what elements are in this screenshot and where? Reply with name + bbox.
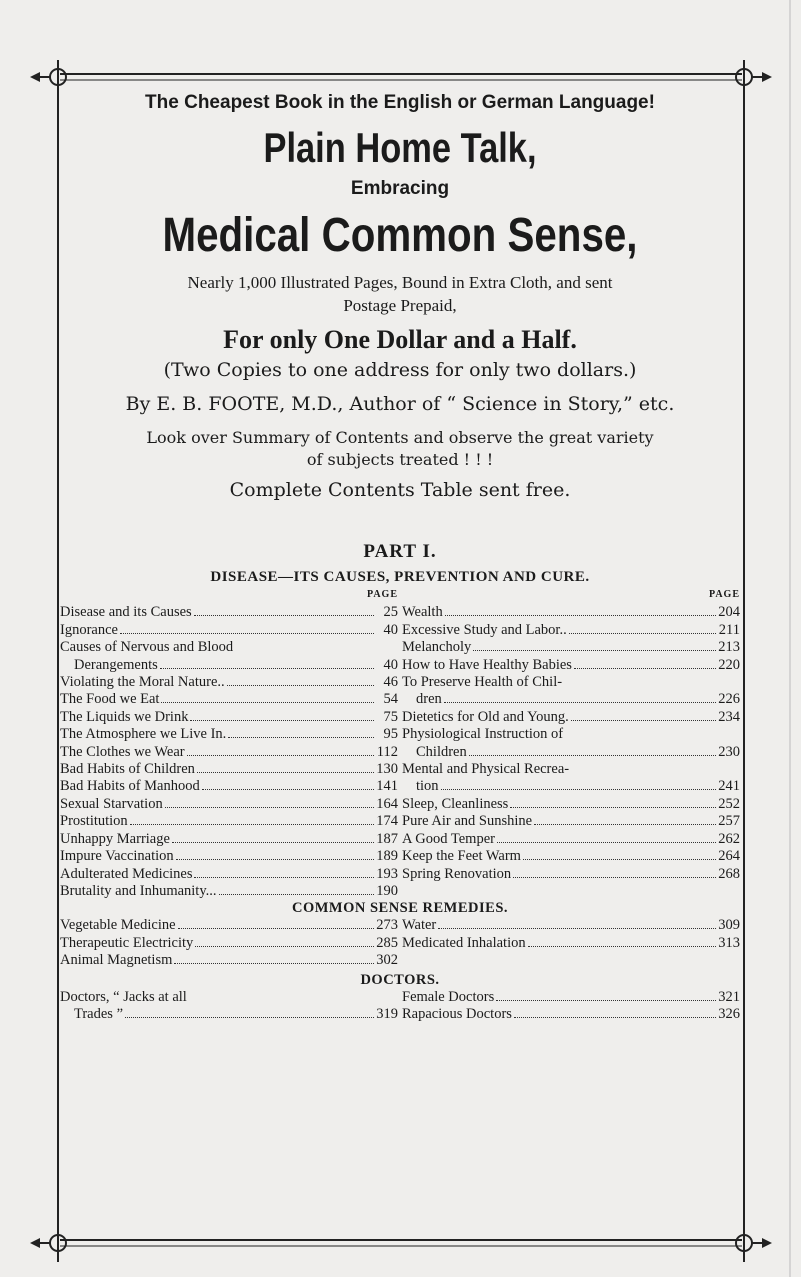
entry-title: Ignorance [60, 621, 118, 638]
contents-entry [402, 761, 740, 778]
entry-title: Vegetable Medicine [60, 917, 176, 934]
leader-dots [445, 614, 716, 616]
entry-title: Impure Vaccination [60, 848, 174, 865]
contents-entry [60, 796, 398, 813]
entry-page-number: 220 [718, 656, 740, 673]
contents-entry [60, 935, 398, 952]
entry-page-number: 230 [718, 743, 740, 760]
leader-dots [202, 788, 374, 790]
leader-dots [510, 806, 716, 808]
contents-entry [60, 778, 398, 795]
entry-page-number: 193 [376, 865, 398, 882]
leader-dots [574, 667, 716, 669]
entry-page-number: 268 [718, 865, 740, 882]
entry-page-number: 164 [376, 795, 398, 812]
leader-dots [194, 876, 374, 878]
contents-entry [60, 883, 398, 900]
contents-entry [60, 744, 398, 761]
leader-dots [438, 927, 716, 929]
contents-entry [60, 866, 398, 883]
entry-title: The Liquids we Drink [60, 708, 189, 725]
entry-title: Children [416, 743, 467, 760]
contents-entry [402, 989, 740, 1006]
entry-title: A Good Temper [402, 830, 495, 847]
leader-dots [513, 876, 716, 878]
leader-dots [571, 719, 716, 721]
contents-entry [402, 866, 740, 883]
entry-page-number: 313 [718, 934, 740, 951]
leader-dots [174, 962, 374, 964]
entry-page-number: 213 [718, 639, 740, 656]
entry-page-number: 302 [376, 952, 398, 969]
description-line-1: Nearly 1,000 Illustrated Pages, Bound in Extra Cloth, and sent [187, 273, 613, 292]
lookover-text [60, 427, 740, 471]
entry-page-number: 262 [718, 830, 740, 847]
entry-title: Violating the Moral Nature.. [60, 674, 225, 691]
contents-entry [60, 674, 398, 691]
entry-title: Wealth [402, 604, 443, 621]
leader-dots [523, 858, 716, 860]
entry-title: Bad Habits of Manhood [60, 778, 200, 795]
leader-dots [497, 841, 716, 843]
book-subtitle: Medical Common Sense, [162, 209, 638, 262]
leader-dots [197, 771, 374, 773]
entry-page-number: 174 [376, 813, 398, 830]
leader-dots [176, 858, 374, 860]
entry-page-number: 309 [718, 917, 740, 934]
entry-title: Melancholy [402, 639, 472, 656]
entry-title: Pure Air and Sunshine [402, 813, 533, 830]
contents-entry [402, 1006, 740, 1023]
leader-dots [130, 823, 374, 825]
entry-title: Spring Renovation [402, 865, 512, 882]
entry-title: Bad Habits of Children [60, 761, 195, 778]
book-title: Plain Home Talk, [263, 124, 537, 171]
contents-entry [402, 848, 740, 865]
entry-title: Female Doctors [402, 988, 495, 1005]
entry-title: Physiological Instruction of [402, 726, 564, 743]
contents-entry [60, 989, 398, 1006]
entry-title: The Food we Eat [60, 691, 160, 708]
contents-entry [60, 831, 398, 848]
entry-title: Medicated Inhalation [402, 934, 526, 951]
entry-title: Brutality and Inhumanity... [60, 882, 217, 899]
contents-entry [60, 1006, 398, 1023]
entry-page-number: 95 [383, 726, 398, 743]
entry-page-number: 211 [718, 621, 740, 638]
remedies-right-column [402, 917, 740, 969]
lookover-line-1: Look over Summary of Contents and observe the great variety [146, 428, 654, 447]
leader-dots [125, 1016, 374, 1018]
contents-entry [402, 726, 740, 743]
entry-page-number: 241 [718, 778, 740, 795]
entry-title: Disease and its Causes [60, 604, 192, 621]
complete-contents-note: Complete Contents Table sent free. [229, 479, 571, 501]
entry-title: Adulterated Medicines [60, 865, 193, 882]
entry-page-number: 190 [376, 882, 398, 899]
contents-entry [402, 831, 740, 848]
contents-entry [402, 639, 740, 656]
entry-page-number: 130 [376, 761, 398, 778]
doctors-left-column [60, 989, 398, 1024]
lookover-line-2: of subjects treated ! ! ! [306, 450, 494, 469]
contents-entry [60, 848, 398, 865]
contents-entry [60, 726, 398, 743]
entry-page-number: 141 [376, 778, 398, 795]
contents-entry [402, 813, 740, 830]
entry-title: Water [402, 917, 437, 934]
entry-title: Unhappy Marriage [60, 830, 170, 847]
leader-dots [172, 841, 374, 843]
author-line: By E. B. FOOTE, M.D., Author of “ Science in Story,” etc. [125, 393, 675, 415]
entry-page-number: 75 [383, 708, 398, 725]
contents-entry [60, 604, 398, 621]
leader-dots [228, 736, 374, 738]
leader-dots [534, 823, 716, 825]
entry-title: Therapeutic Electricity [60, 934, 194, 951]
tagline: The Cheapest Book in the English or German Language! [145, 92, 655, 113]
remedies-table [60, 917, 740, 969]
leader-dots [160, 667, 374, 669]
description-line-2: Postage Prepaid, [343, 296, 457, 315]
contents-entry [60, 813, 398, 830]
contents-entry [402, 709, 740, 726]
contents-entry [60, 691, 398, 708]
entry-page-number: 321 [718, 988, 740, 1005]
page-column-label: PAGE [708, 589, 740, 600]
contents-entry [402, 604, 740, 621]
book-description [60, 271, 740, 317]
leader-dots [161, 701, 374, 703]
entry-page-number: 46 [383, 674, 398, 691]
entry-page-number: 257 [718, 813, 740, 830]
leader-dots [190, 719, 374, 721]
contents-entry [402, 778, 740, 795]
entry-title: Rapacious Doctors [402, 1005, 512, 1022]
contents-entry [402, 657, 740, 674]
entry-title: Derangements [74, 656, 158, 673]
entry-page-number: 273 [376, 917, 398, 934]
entry-title: The Clothes we Wear [60, 743, 185, 760]
leader-dots [165, 806, 374, 808]
remedies-heading: COMMON SENSE REMEDIES. [291, 900, 509, 917]
entry-page-number: 25 [383, 604, 398, 621]
entry-title: Prostitution [60, 813, 128, 830]
contents-entry [402, 674, 740, 691]
entry-title: The Atmosphere we Live In. [60, 726, 227, 743]
part-heading: PART I. [363, 541, 437, 562]
leader-dots [441, 788, 716, 790]
leader-dots [514, 1016, 716, 1018]
entry-page-number: 112 [376, 743, 398, 760]
remedies-left-column [60, 917, 398, 969]
entry-title: Animal Magnetism [60, 952, 173, 969]
leader-dots [219, 893, 374, 895]
doctors-right-column [402, 989, 740, 1024]
entry-page-number: 187 [376, 830, 398, 847]
entry-title: tion [416, 778, 439, 795]
page-column-label: PAGE [366, 589, 398, 600]
entry-title: Sexual Starvation [60, 795, 163, 812]
entry-page-number: 226 [718, 691, 740, 708]
contents-entry [60, 952, 398, 969]
entry-page-number: 54 [383, 691, 398, 708]
leader-dots [469, 754, 716, 756]
entry-title: How to Have Healthy Babies [402, 656, 572, 673]
entry-page-number: 319 [376, 1005, 398, 1022]
entry-title: Excessive Study and Labor.. [402, 621, 567, 638]
entry-title: Mental and Physical Recrea- [402, 761, 570, 778]
contents-table [60, 586, 740, 900]
contents-entry [60, 709, 398, 726]
leader-dots [528, 945, 716, 947]
entry-title: To Preserve Health of Chil- [402, 674, 563, 691]
entry-title: Dietetics for Old and Young. [402, 708, 569, 725]
advertisement-page [60, 92, 740, 1023]
contents-entry [60, 639, 398, 656]
entry-page-number: 326 [718, 1005, 740, 1022]
contents-right-column [402, 586, 740, 900]
contents-entry [402, 796, 740, 813]
leader-dots [178, 927, 374, 929]
entry-title: Trades ” [74, 1005, 124, 1022]
leader-dots [444, 701, 716, 703]
contents-left-column [60, 586, 398, 900]
leader-dots [195, 945, 374, 947]
entry-page-number: 40 [383, 656, 398, 673]
contents-entry [402, 691, 740, 708]
leader-dots [473, 649, 716, 651]
contents-entry [60, 917, 398, 934]
entry-page-number: 252 [718, 795, 740, 812]
leader-dots [194, 614, 374, 616]
contents-entry [402, 935, 740, 952]
copies-offer: (Two Copies to one address for only two dollars.) [163, 359, 637, 381]
section-heading: DISEASE—ITS CAUSES, PREVENTION AND CURE. [210, 569, 590, 585]
price-line: For only One Dollar and a Half. [223, 325, 577, 354]
entry-page-number: 234 [718, 708, 740, 725]
entry-page-number: 264 [718, 848, 740, 865]
contents-entry [60, 622, 398, 639]
entry-page-number: 204 [718, 604, 740, 621]
entry-page-number: 40 [383, 621, 398, 638]
entry-title: Causes of Nervous and Blood [60, 639, 234, 656]
entry-page-number: 285 [376, 934, 398, 951]
doctors-table [60, 989, 740, 1024]
contents-entry [402, 917, 740, 934]
embracing-text: Embracing [350, 178, 450, 199]
leader-dots [227, 684, 374, 686]
leader-dots [569, 632, 716, 634]
entry-title: dren [416, 691, 442, 708]
contents-entry [60, 761, 398, 778]
entry-title: Doctors, “ Jacks at all [60, 988, 187, 1005]
entry-title: Sleep, Cleanliness [402, 795, 509, 812]
contents-entry [402, 744, 740, 761]
doctors-heading: DOCTORS. [360, 971, 440, 988]
leader-dots [120, 632, 374, 634]
contents-entry [60, 657, 398, 674]
entry-title: Keep the Feet Warm [402, 848, 521, 865]
leader-dots [496, 999, 716, 1001]
entry-page-number: 189 [376, 848, 398, 865]
contents-entry [402, 622, 740, 639]
leader-dots [187, 754, 374, 756]
